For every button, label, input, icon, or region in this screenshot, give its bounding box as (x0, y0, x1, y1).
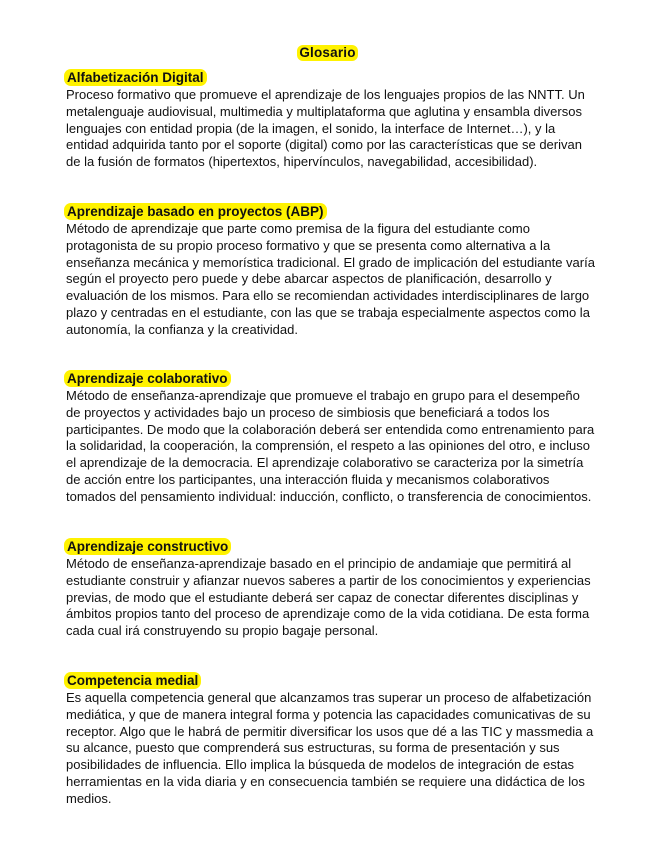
glossary-entry-alfabetizacion-digital (66, 69, 596, 171)
glossary-definition: Es aquella competencia general que alcanzamos tras superar un proceso de alfabetización mediática, y que de manera integral forma y potencia las capacidades comunicativas de su receptor. Algo que le habrá de permitir diversificar los usos que dé a las TIC y massmedia a su alcance, puesto que comprenderá sus estructuras, su forma de presentación y sus posibilidades de influencia. Ello implica la búsqueda de modelos de integración de estas herramientas en la vida diaria y en consecuencia también se requiere una didáctica de los medios. (66, 690, 594, 806)
glossary-entry-competencia-medial (66, 672, 596, 808)
page-title: Glosario (299, 45, 356, 60)
glossary-definition: Método de aprendizaje que parte como premisa de la figura del estudiante como protagonista de su propio proceso formativo y que se presenta como alternativa a la enseñanza mecánica y memorística tradicional. El grado de implicación del estudiante varía según el proyecto pero puede y debe abarcar aspectos de planificación, desarrollo y evaluación de los mismos. Para ello se recomiendan actividades interdisciplinares de largo plazo y centradas en el estudiante, con las que se trabaja especialmente aspectos como la autonomía, la confianza y la creatividad. (66, 221, 595, 337)
glossary-term: Aprendizaje basado en proyectos (ABP) (64, 203, 327, 220)
glossary-entry-aprendizaje-constructivo (66, 538, 596, 640)
glossary-term: Aprendizaje constructivo (64, 538, 231, 555)
glossary-term: Competencia medial (64, 672, 201, 689)
glossary-definition: Método de enseñanza-aprendizaje que promueve el trabajo en grupo para el desempeño de proyectos y actividades bajo un proceso de simbiosis que beneficiará a todos los participantes. De modo que la colaboración deberá ser entendida como entrenamiento para la solidaridad, la cooperación, la comprensión, el respeto a las opiniones del otro, e incluso el aprendizaje de la democracia. El aprendizaje colaborativo se caracteriza por la simetría de acción entre los participantes, una interacción fluida y mecanismos colaborativos tomados del pensamiento individual: inducción, conflicto, o transferencia de conocimientos. (66, 388, 595, 504)
glossary-definition: Método de enseñanza-aprendizaje basado en el principio de andamiaje que permitirá al estudiante construir y afianzar nuevos saberes a partir de los conocimientos y experiencias previas, de modo que el estudiante deberá ser capaz de conectar diferentes disciplinas y ámbitos propios tanto del proceso de aprendizaje como de la vida cotidiana. De esta forma cada cual irá construyendo su propio bagaje personal. (66, 556, 591, 639)
title-container (0, 44, 655, 62)
glossary-entry-aprendizaje-colaborativo (66, 370, 596, 506)
glossary-term: Alfabetización Digital (64, 69, 207, 86)
glossary-term: Aprendizaje colaborativo (64, 370, 231, 387)
glossary-definition: Proceso formativo que promueve el aprendizaje de los lenguajes propios de las NNTT. Un metalenguaje audiovisual, multimedia y multiplataforma que aglutina y ensambla diversos lenguajes con entidad propia (de la imagen, el sonido, la interface de Internet…), y la entidad adquirida tanto por el soporte (digital) como por las características que se derivan de la fusión de formatos (hipertextos, hipervínculos, navegabilidad, accesibilidad). (66, 87, 585, 170)
glossary-entry-aprendizaje-proyectos (66, 203, 596, 339)
